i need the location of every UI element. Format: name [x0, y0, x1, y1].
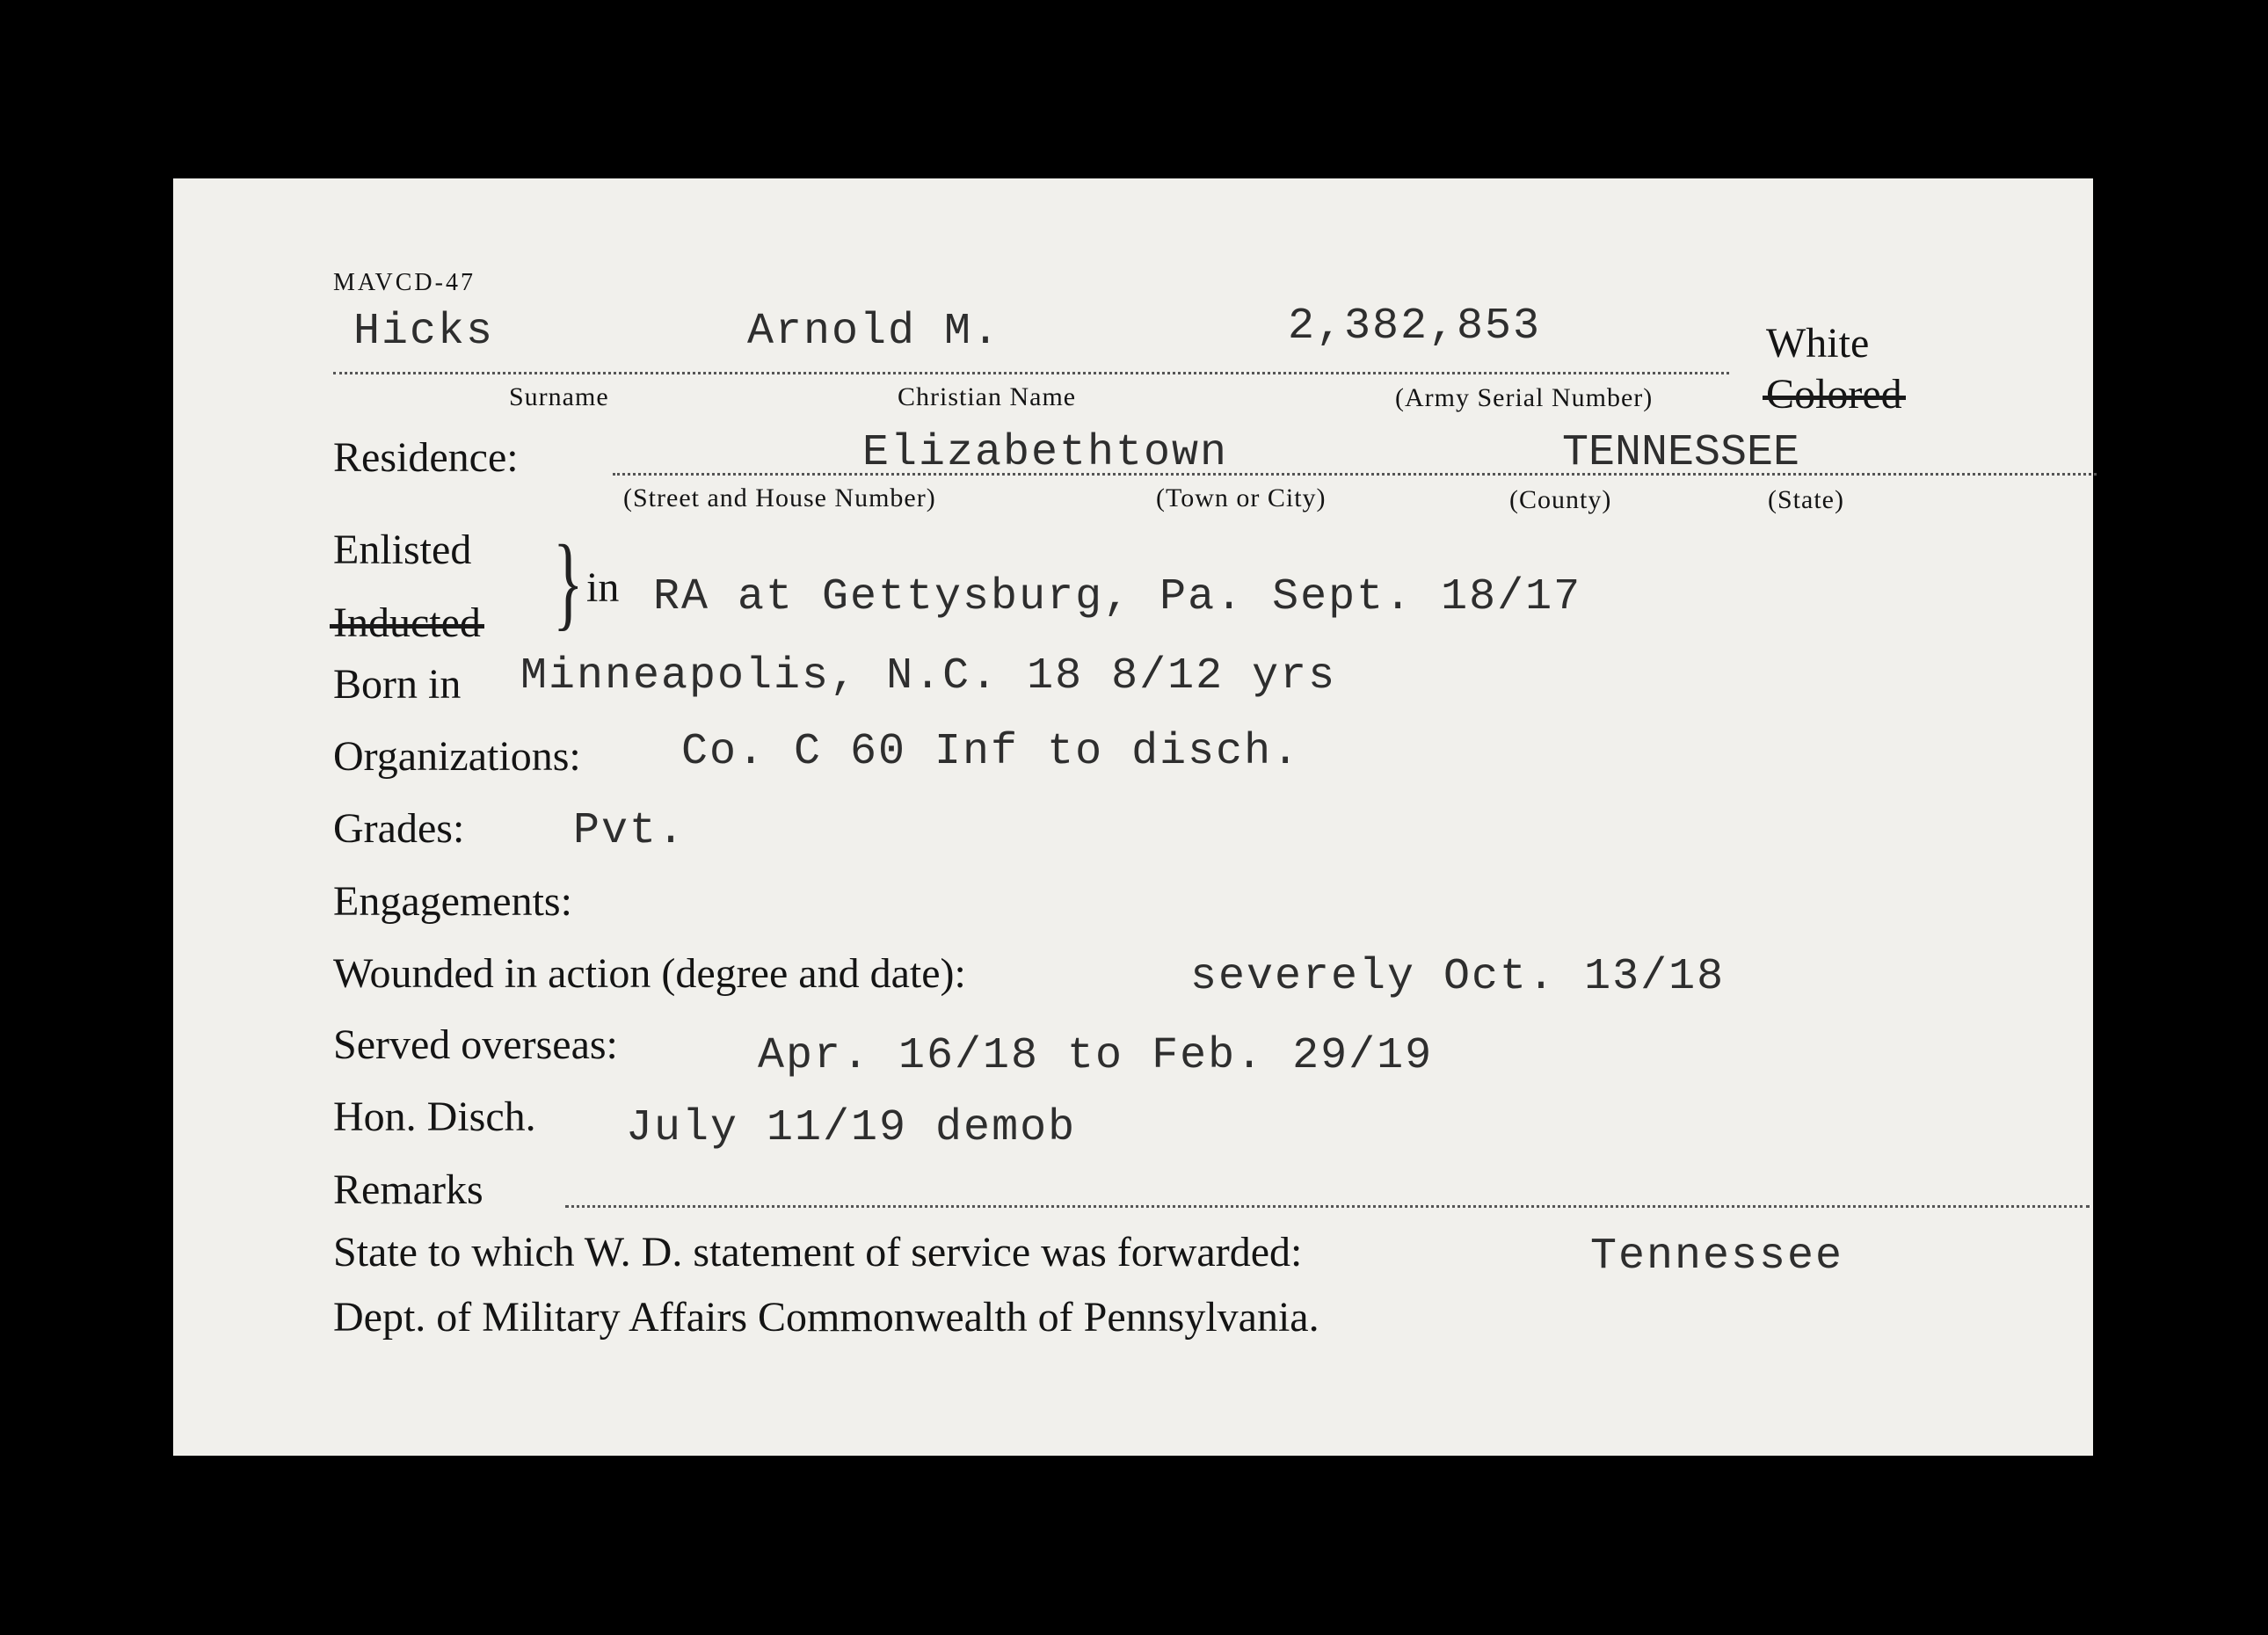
race-colored-container [1766, 370, 1902, 418]
surname-value: Hicks [353, 307, 495, 357]
residence-label: Residence: [333, 434, 519, 481]
county-caption: (County) [1509, 485, 1612, 514]
surname-caption: Surname [509, 382, 609, 411]
residence-town: Elizabethtown [862, 428, 1229, 478]
name-dotted-line [333, 372, 1729, 374]
christian-name-value: Arnold M. [747, 307, 1001, 357]
hon-disch-value: July 11/19 demob [626, 1103, 1077, 1153]
inducted-label: Inducted [333, 600, 481, 646]
service-record-card [173, 178, 2093, 1456]
town-caption: (Town or City) [1156, 483, 1327, 512]
statement-label: State to which W. D. statement of service was forwarded: [333, 1229, 1303, 1275]
serial-number-caption: (Army Serial Number) [1395, 383, 1654, 412]
enlisted-label: Enlisted [333, 527, 472, 573]
strikethrough-mark [1763, 396, 1906, 400]
born-label: Born in [333, 661, 462, 708]
organizations-label: Organizations: [333, 733, 581, 780]
inducted-struck [333, 599, 481, 647]
organizations-value: Co. C 60 Inf to disch. [681, 727, 1301, 777]
engagements-label: Engagements: [333, 878, 572, 925]
served-overseas-value: Apr. 16/18 to Feb. 29/19 [758, 1031, 1434, 1081]
born-value: Minneapolis, N.C. 18 8/12 yrs [520, 651, 1337, 701]
footer-text: Dept. of Military Affairs Commonwealth of Pennsylvania. [333, 1294, 1319, 1341]
residence-dotted-line [613, 473, 2097, 476]
serial-number-value: 2,382,853 [1288, 302, 1542, 352]
statement-value: Tennessee [1590, 1232, 1844, 1282]
wounded-label: Wounded in action (degree and date): [333, 950, 966, 997]
strikethrough-mark [330, 624, 484, 629]
form-code: MAVCD-47 [333, 269, 476, 296]
grades-label: Grades: [333, 805, 465, 852]
street-caption: (Street and House Number) [623, 483, 936, 512]
residence-state: TENNESSEE [1562, 428, 1800, 478]
inducted-container [333, 599, 481, 647]
hon-disch-label: Hon. Disch. [333, 1094, 536, 1140]
wounded-value: severely Oct. 13/18 [1190, 952, 1726, 1002]
remarks-dotted-line [565, 1205, 2090, 1208]
served-overseas-label: Served overseas: [333, 1021, 618, 1068]
christian-name-caption: Christian Name [898, 382, 1077, 411]
race-white: White [1766, 320, 1870, 367]
brace-glyph: } [553, 523, 584, 640]
race-colored: Colored [1766, 371, 1902, 418]
grades-value: Pvt. [573, 806, 687, 856]
remarks-label: Remarks [333, 1166, 483, 1213]
enlistment-value: RA at Gettysburg, Pa. Sept. 18/17 [653, 572, 1582, 622]
race-colored-struck [1766, 370, 1902, 418]
in-label: in [586, 564, 620, 611]
state-caption: (State) [1768, 485, 1844, 514]
